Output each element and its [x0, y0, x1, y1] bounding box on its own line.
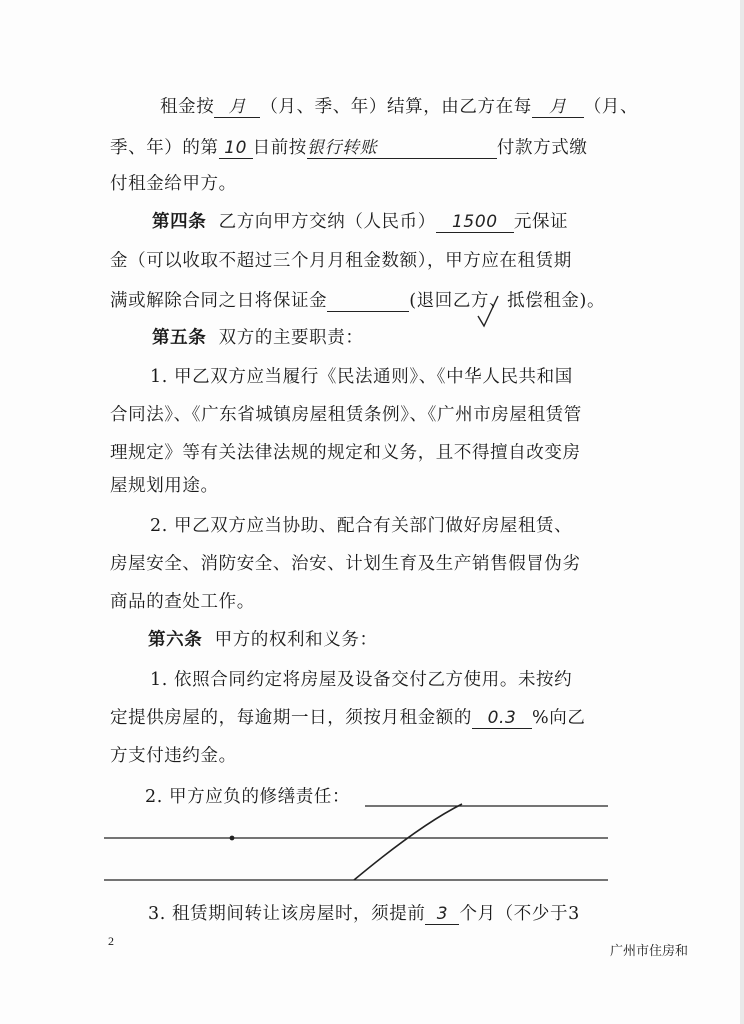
text-line: 2. 甲方应负的修缮责任： — [145, 787, 351, 807]
text-line: 屋规划用途。 — [110, 476, 219, 496]
text-line: 1. 甲乙双方应当履行《民法通则》、《中华人民共和国 — [150, 367, 573, 387]
text-line: 理规定》等有关法律法规的规定和义务，且不得擅自改变房 — [110, 443, 581, 463]
text-line: 1. 依照合同约定将房屋及设备交付乙方使用。未按约 — [150, 670, 573, 690]
text: 个月（不少于3 — [459, 904, 580, 924]
text: 甲方的权利和义务： — [214, 630, 378, 650]
page-number: 2 — [108, 934, 114, 948]
text-line: 金（可以收取不超过三个月月租金数额），甲方应在租赁期 — [110, 251, 572, 271]
text-line: 2. 甲乙双方应当协助、配合有关部门做好房屋租赁、 — [150, 516, 573, 536]
text: 租金按 — [160, 97, 215, 117]
text: (退回乙方、抵偿租金)。 — [409, 291, 606, 311]
text: 3. 租赁期间转让该房屋时，须提前 — [148, 904, 426, 924]
text: （月、季、年）结算，由乙方在每 — [260, 97, 532, 117]
text-line: 合同法》、《广东省城镇房屋租赁条例》、《广州市房屋租赁管 — [110, 405, 582, 425]
page-edge — [740, 0, 744, 1024]
article-heading: 第四条 — [152, 212, 207, 232]
text-line: 方支付违约金。 — [110, 746, 237, 766]
handwritten-period-2: 月 — [532, 92, 584, 118]
text: %向乙 — [532, 708, 586, 728]
text-line: 商品的查处工作。 — [110, 592, 255, 612]
text: 元保证 — [513, 212, 569, 232]
text: 双方的主要职责： — [218, 328, 364, 348]
handwritten-rate: 0.3 — [472, 708, 532, 729]
line-transfer-notice — [148, 900, 580, 925]
article-heading: 第六条 — [148, 630, 203, 650]
handwritten-months: 3 — [425, 904, 459, 925]
text: 定提供房屋的，每逾期一日，须按月租金额的 — [110, 708, 472, 728]
handwritten-deposit: 1500 — [436, 212, 514, 233]
text: 季、年）的第 — [110, 138, 219, 158]
text: 乙方向甲方交纳（人民币） — [218, 212, 436, 232]
handwritten-payment-method: 银行转账 — [307, 133, 497, 159]
handwritten-day: 10 — [219, 138, 253, 159]
text-line: 付租金给甲方。 — [110, 174, 237, 194]
footer-text: 广州市住房和 — [610, 944, 689, 959]
text: 付款方式缴 — [496, 138, 588, 158]
handwritten-period: 月 — [214, 92, 260, 118]
text: 日前按 — [252, 138, 307, 158]
article-heading: 第五条 — [152, 328, 207, 348]
text: （月、 — [583, 97, 639, 117]
text-line: 房屋安全、消防安全、治安、计划生育及生产销售假冒伪劣 — [110, 554, 581, 574]
text: 满或解除合同之日将保证金 — [110, 291, 328, 311]
